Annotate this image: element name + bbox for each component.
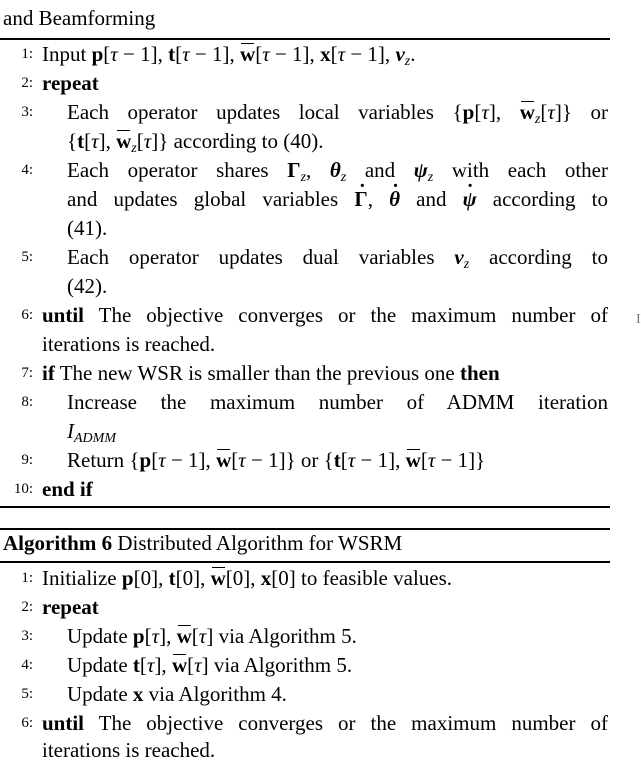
algorithm5-caption-continuation: and Beamforming [3, 6, 156, 30]
algorithm6-line-4: 4: Update t[τ], w[τ] via Algorithm 5. [0, 651, 610, 680]
algorithm5-line-9: 9: Return {p[τ − 1], w[τ − 1]} or {t[τ − 1], w[τ − 1]} [0, 446, 610, 475]
algorithm6-line-3: 3: Update p[τ], w[τ] via Algorithm 5. [0, 622, 610, 651]
algorithm5-line-3-cont: {t[τ], $w_z[\tau]$} according to (40). [67, 129, 324, 156]
algorithm5-line-4-cont2: (41). [67, 216, 108, 240]
algorithm5-line-5-cont: (42). [67, 274, 108, 298]
algorithm5-line-4: 4: Each operator shares $\Gamma_z$, $\theta_z$ and $\psi_z$ with each other [21, 158, 608, 185]
algorithm5-line-7: 7: if The new WSR is smaller than the previous one then [21, 361, 500, 385]
algorithm5-line-1: 1: Input p[τ − 1], t[τ − 1], w[τ − 1], x[τ − 1], $\nu_z$. [21, 42, 416, 69]
algorithm6-line-2: 2: repeat [21, 595, 99, 619]
algorithm5-line-2: 2: repeat [21, 71, 99, 95]
algorithm6-line-1: 1: Initialize p[0], t[0], w[0], x[0] to feasible values. [0, 564, 610, 593]
algorithm5-line-8: 8: Increase the maximum number of ADMM iteration [21, 390, 608, 414]
algorithm6-line-6-cont: iterations is reached. [42, 738, 216, 762]
algorithm5-line-5: 5: Each operator updates dual variables $\nu_z$ according to [21, 245, 608, 272]
margin-glyph: I [636, 312, 641, 327]
algorithm5-bottom-rule [0, 506, 610, 508]
algorithm6-line-5: 5: Update x via Algorithm 4. [21, 682, 287, 706]
algorithm5-line-6-cont: iterations is reached. [42, 332, 216, 356]
algorithm5-line-3: 3: Each operator updates local variables {p[τ], $w_z[\tau]$} or [21, 100, 608, 127]
algorithm5-line-4-cont: and updates global variables · Γ, · θ and · ψ according to [0, 185, 610, 214]
algorithm6-caption: Algorithm 6 Distributed Algorithm for WSRM [3, 531, 403, 555]
algorithm5-line-10: 10: end if [13, 477, 93, 501]
algorithm6-header-rule [0, 561, 610, 563]
algorithm5-line-8-cont: $I_{ADMM}$ [67, 419, 116, 446]
algorithm5-line-6: 6: until The objective converges or the maximum number of [21, 303, 608, 327]
algorithm6-line-6: 6: until The objective converges or the maximum number of [21, 711, 608, 735]
algorithm6-top-rule [0, 528, 610, 530]
